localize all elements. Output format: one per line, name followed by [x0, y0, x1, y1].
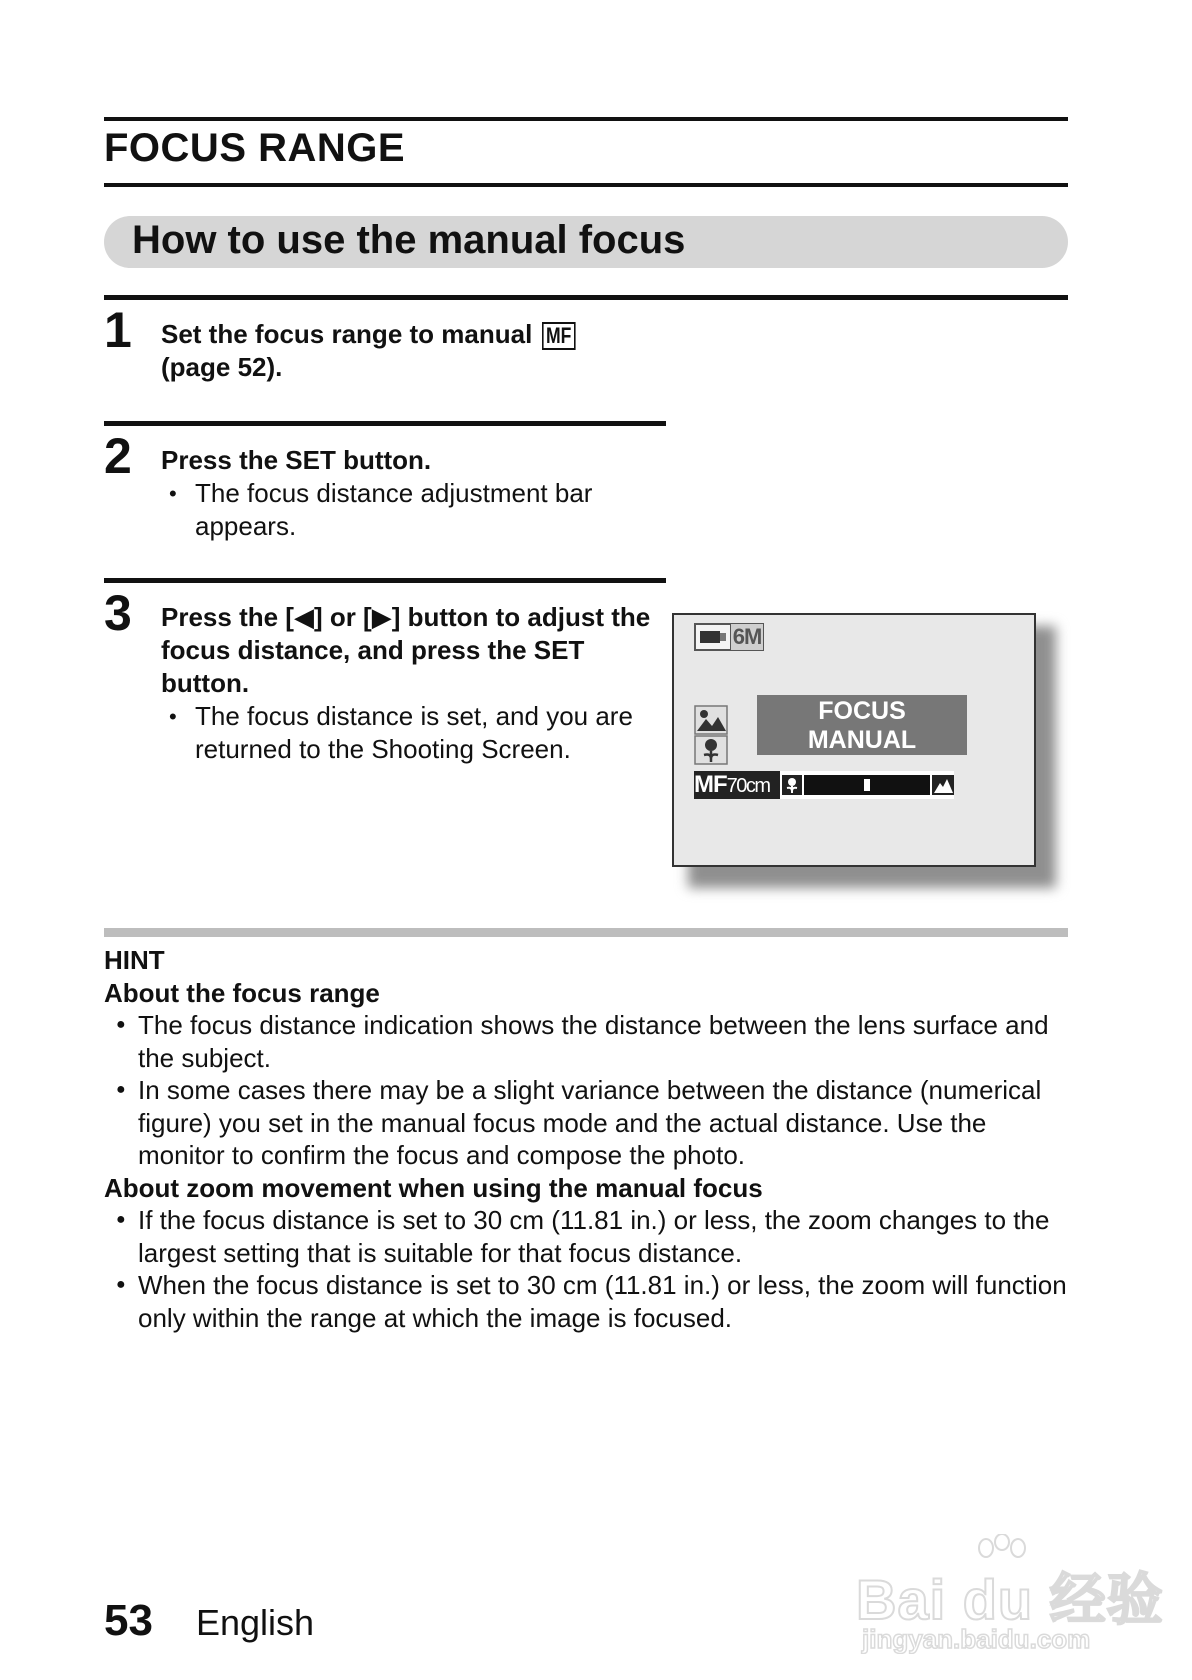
step-1-rule — [104, 295, 1068, 300]
hint-rule — [104, 928, 1068, 937]
step-3-heading: Press the [◀] or [▶] button to adjust the focus distance, and press the SET button. — [161, 602, 651, 698]
step-3-bullet: • The focus distance is set, and you are returned to the Shooting Screen. — [161, 700, 661, 766]
language-label: English — [196, 1602, 315, 1643]
watermark-brand: Bai du 经验 — [856, 1568, 1164, 1631]
step-3-rule — [104, 578, 666, 583]
hint-bullet: ● The focus distance indication shows the distance between the lens surface and the subject. — [104, 1009, 1074, 1074]
mf-label: MF — [694, 771, 727, 798]
step-3-text — [161, 601, 661, 766]
hint-bullet: ● If the focus distance is set to 30 cm (11.81 in.) or less, the zoom changes to the largest setting that is suitable for that focus distance. — [104, 1204, 1074, 1269]
hint-heading-focus-range: About the focus range — [104, 977, 380, 1008]
memory-card-icon — [694, 623, 732, 651]
far-mountain-icon — [932, 775, 954, 795]
watermark — [856, 1534, 1164, 1654]
step-2-heading: Press the SET button. — [161, 445, 432, 475]
macro-flower-icon — [694, 735, 728, 765]
focus-distance-value: 70cm — [726, 775, 770, 797]
hint-box — [104, 944, 1074, 1334]
manual-focus-icon: MF — [542, 322, 575, 350]
focus-manual-label — [757, 695, 967, 755]
subsection-title: How to use the manual focus — [132, 218, 686, 262]
step-2-rule — [104, 421, 666, 426]
landscape-portrait-icon — [694, 705, 728, 735]
near-flower-icon — [782, 775, 802, 795]
resolution-badge: 6M — [730, 623, 764, 651]
hint-bullet: ● In some cases there may be a slight variance between the distance (numerical figure) you set in the manual focus mode and the actual distance. Use the monitor to confirm the focus and compose the photo. — [104, 1074, 1074, 1172]
watermark-url: jingyan.baidu.com — [862, 1624, 1091, 1654]
hint-heading-zoom: About zoom movement when using the manual focus — [104, 1172, 763, 1203]
mf-distance-tag — [694, 771, 780, 799]
distance-slider-track[interactable] — [804, 775, 930, 795]
step-1-heading: Set the focus range to manual — [161, 319, 533, 349]
step-2-number: 2 — [104, 428, 132, 484]
step-1-text — [161, 318, 661, 384]
title-underline — [104, 183, 1068, 187]
step-2-bullet: • The focus distance adjustment bar appears. — [161, 477, 661, 543]
focus-line-2: MANUAL — [807, 726, 917, 754]
camera-screen — [672, 613, 1036, 867]
top-rule — [104, 117, 1068, 121]
step-1-number: 1 — [104, 302, 132, 358]
section-title: FOCUS RANGE — [104, 126, 406, 170]
step-1-page-ref: (page 52). — [161, 352, 283, 382]
hint-bullet: ● When the focus distance is set to 30 cm (11.81 in.) or less, the zoom will function only within the range at which the image is focused. — [104, 1269, 1074, 1334]
step-2-text — [161, 444, 661, 543]
focus-line-1: FOCUS — [818, 697, 906, 725]
hint-label: HINT — [104, 945, 165, 975]
focus-distance-bar — [694, 771, 954, 799]
page-number: 53 — [104, 1596, 153, 1645]
step-3-number: 3 — [104, 585, 132, 641]
distance-slider-marker[interactable] — [864, 779, 870, 791]
